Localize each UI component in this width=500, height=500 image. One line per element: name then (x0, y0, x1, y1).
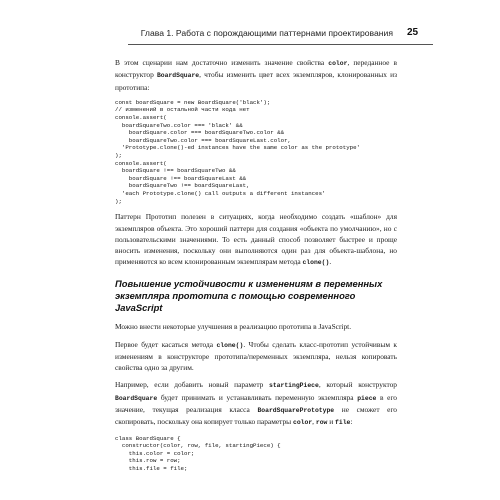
paragraph-starting-piece (115, 379, 397, 428)
inline-code: file (335, 419, 351, 427)
text-span: , переданное в конструктор (115, 58, 397, 80)
text-span: не сможет его скопировать, поскольку она копирует только параметры (115, 405, 397, 427)
text-span: . (329, 257, 332, 267)
text-span: и (327, 417, 336, 427)
page-number: 25 (407, 27, 419, 38)
inline-code: clone() (302, 259, 330, 267)
text-span: . Чтобы сделать класс-прототип устойчивым к изменениям в конструкторе прототипа/переменных экземпляра, нельзя копировать свойства одно за другим. (115, 339, 397, 373)
inline-code: color (328, 60, 348, 67)
code-block-board-square-class: class BoardSquare { constructor(color, row, file, startingPiece) { this.color = color; this.row = row; this.file = file; (115, 434, 281, 473)
text-span: в его значение, текущая реализация класса (115, 392, 397, 415)
section-heading: Повышение устойчивости к изменениям в переменных экземпляра прототипа с помощью современного JavaScript (115, 277, 383, 314)
text-span: будет принимать и устанавливать переменную экземпляра (157, 392, 358, 402)
inline-code: BoardSquare (156, 72, 200, 80)
inline-code: BoardSquare (115, 394, 158, 402)
text-span: Можно внести некоторые улучшения в реализацию прототипа в JavaScript. (115, 322, 352, 332)
inline-code: color (292, 419, 313, 427)
inline-code: BoardSquarePrototype (257, 407, 335, 415)
text-span: Например, если добавить новый параметр (115, 380, 269, 390)
inline-code: piece (357, 394, 377, 402)
inline-code: clone() (216, 341, 244, 349)
header-rule (128, 44, 433, 45)
inline-code: startingPiece (268, 382, 319, 390)
inline-code: row (315, 419, 328, 427)
paragraph-clone-method (115, 339, 397, 374)
page-content (115, 57, 397, 479)
text-span: , чтобы изменить цвет всех экземпляров, клонированных из прототипа: (115, 70, 397, 92)
paragraph-prototype-pattern (115, 211, 397, 268)
text-span: : (350, 417, 353, 427)
paragraph-improvements (115, 321, 397, 332)
paragraph-color-change (115, 57, 397, 93)
text-span: , который конструктор (318, 380, 397, 390)
text-span: Первое будет касаться метода (115, 339, 217, 349)
running-head-chapter-title: Глава 1. Работа с порождающими паттернами проектирования (140, 28, 393, 38)
text-span: , (312, 417, 316, 427)
code-block-color-assert: const boardSquare = new BoardSquare('black'); // изменений в остальной части кода нет console.assert( boardSquareTwo.color === 'black' && boardSquare.color === boardSquareTwo.color && boardSquareTwo.color === boardSquareLast.color, 'Prototype.clone()-ed instances have the same color as the prototype' ); console.assert( boardSquare !== boardSquareTwo && boardSquare !== boardSquareLast && boardSquareTwo !== boardSquareLast, 'each Prototype.clone() call outputs a different instances' ); (115, 98, 360, 205)
text-span: В этом сценарии нам достаточно изменить значение свойства (115, 58, 329, 67)
text-span: Паттерн Прототип полезен в ситуациях, когда необходимо создать «шаблон» для экземпляров объекта. Это хороший паттерн для создания «объекта по умолчанию», но с пользовательскими значениями. То есть данный способ позволяет быстрее и проще вносить изменения, поскольку они выполняются один раз для объекта-шаблона, но применяются ко всем клонированным экземплярам метода (115, 212, 397, 267)
